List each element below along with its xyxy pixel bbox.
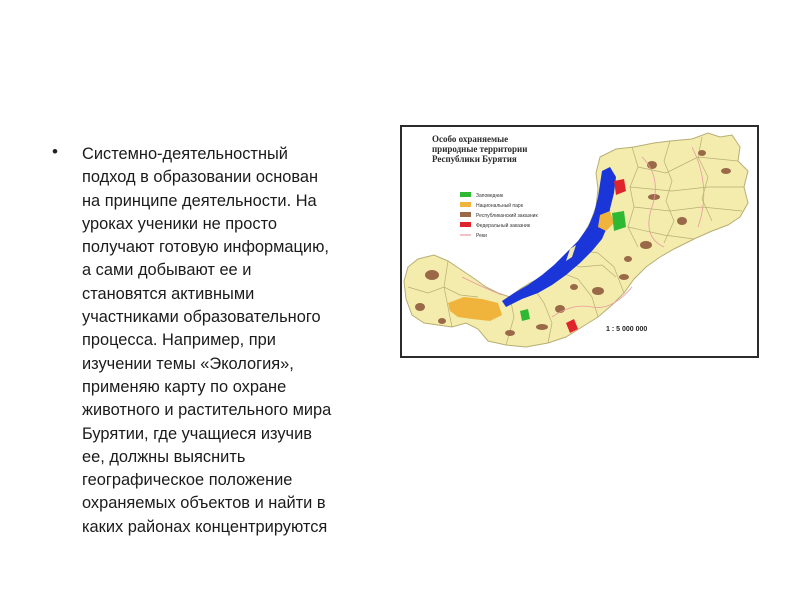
buryatia-protected-areas-map xyxy=(400,125,759,358)
slide-body-text xyxy=(82,143,382,539)
text-line: на принципе деятельности. На xyxy=(82,191,317,210)
text-line: а сами добывают ее и xyxy=(82,261,252,280)
map-svg xyxy=(402,127,757,356)
map-legend xyxy=(460,192,538,239)
text-line: Системно-деятельностный xyxy=(82,145,288,163)
bullet-marker: • xyxy=(52,142,58,161)
text-line: каких районах концентрируются xyxy=(82,517,328,536)
text-line: становятся активными xyxy=(82,284,255,303)
legend-swatch xyxy=(460,222,471,227)
legend-swatch xyxy=(460,192,471,197)
legend-label: Реки xyxy=(476,233,487,239)
map-title-line: Особо охраняемые xyxy=(432,134,509,144)
legend-label: Национальный парк xyxy=(476,203,523,209)
text-line: процесса. Например, при xyxy=(82,331,276,350)
legend-swatch xyxy=(460,202,471,207)
text-line: охраняемых объектов и найти в xyxy=(82,494,326,513)
text-line: участниками образовательного xyxy=(82,308,321,327)
legend-swatch xyxy=(460,212,471,217)
legend-label: Федеральный заказник xyxy=(476,223,530,229)
text-line: уроках ученики не просто xyxy=(82,214,278,233)
text-line: животного и растительного мира xyxy=(82,401,332,420)
map-scale: 1 : 5 000 000 xyxy=(606,326,648,333)
text-line: получают готовую информацию, xyxy=(82,238,329,257)
text-line: географическое положение xyxy=(82,471,293,490)
text-line: применяю карту по охране xyxy=(82,377,287,396)
map-title-line: Республики Бурятия xyxy=(432,154,517,164)
legend-label: Республиканский заказник xyxy=(476,213,538,219)
legend-label: Заповедник xyxy=(476,193,504,199)
text-line: ее, должны выяснить xyxy=(82,447,246,466)
text-line: подход в образовании основан xyxy=(82,168,319,187)
text-line: изучении темы «Экология», xyxy=(82,354,294,373)
map-title-line: природные территории xyxy=(432,144,528,154)
text-line: Бурятии, где учащиеся изучив xyxy=(82,424,312,443)
